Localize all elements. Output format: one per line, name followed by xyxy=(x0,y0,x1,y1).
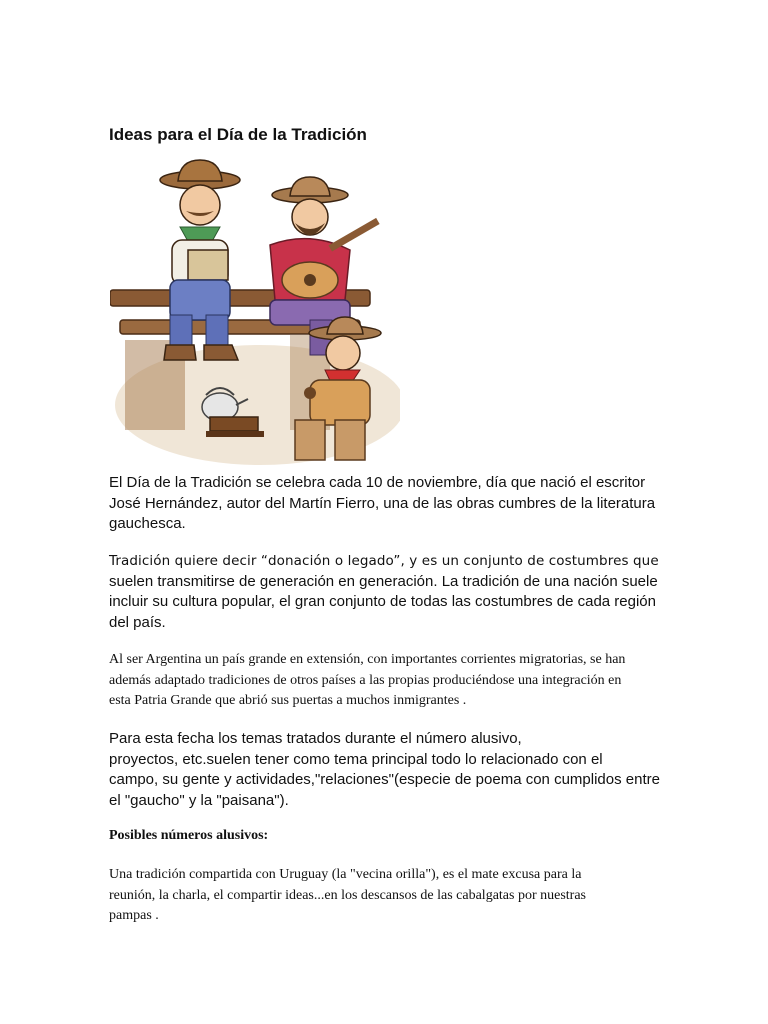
text-line: José Hernández, autor del Martín Fierro, una de las obras cumbres de la literatura xyxy=(109,494,656,512)
document-title: Ideas para el Día de la Tradición xyxy=(109,125,367,144)
text-line: suelen transmitirse de generación en generación. La tradición de una nación suele xyxy=(109,572,658,590)
paragraph-temas xyxy=(109,729,669,811)
text-line: pampas . xyxy=(109,908,159,923)
paragraph-dia-tradicion xyxy=(109,473,669,535)
text-line: gauchesca. xyxy=(109,515,186,532)
text-line: Tradición quiere decir “donación o legado”, y es un conjunto de costumbres que xyxy=(109,553,659,569)
paragraph-definicion xyxy=(109,551,669,633)
text-line: además adaptado tradiciones de otros países a las propias produciéndose una integración en xyxy=(109,672,622,688)
text-line: reunión, la charla, el compartir ideas...en los descansos de las cabalgatas por nuestras xyxy=(109,887,586,903)
subheading-numeros-alusivos: Posibles números alusivos: xyxy=(109,828,269,843)
paragraph-argentina xyxy=(109,650,669,712)
text-line: el "gaucho" y la "paisana"). xyxy=(109,791,289,809)
text-line: incluir su cultura popular, el gran conjunto de todas las costumbres de cada región xyxy=(109,593,656,610)
gauchos-illustration xyxy=(110,155,400,470)
text-line: proyectos, etc.suelen tener como tema principal todo lo relacionado con el xyxy=(109,750,603,768)
text-line: Al ser Argentina un país grande en extensión, con importantes corrientes migratorias, se han xyxy=(109,652,626,667)
text-line: del país. xyxy=(109,613,166,631)
text-line: Para esta fecha los temas tratados durante el número alusivo, xyxy=(109,730,522,747)
text-line: esta Patria Grande que abrió sus puertas a muchos inmigrantes . xyxy=(109,693,467,708)
paragraph-mate xyxy=(109,865,669,927)
text-line: Una tradición compartida con Uruguay (la "vecina orilla"), es el mate excusa para la xyxy=(109,867,582,882)
text-line: El Día de la Tradición se celebra cada 10 de noviembre, día que nació el escritor xyxy=(109,474,646,491)
text-line: campo, su gente y actividades,"relaciones"(especie de poema con cumplidos entre xyxy=(109,771,660,788)
